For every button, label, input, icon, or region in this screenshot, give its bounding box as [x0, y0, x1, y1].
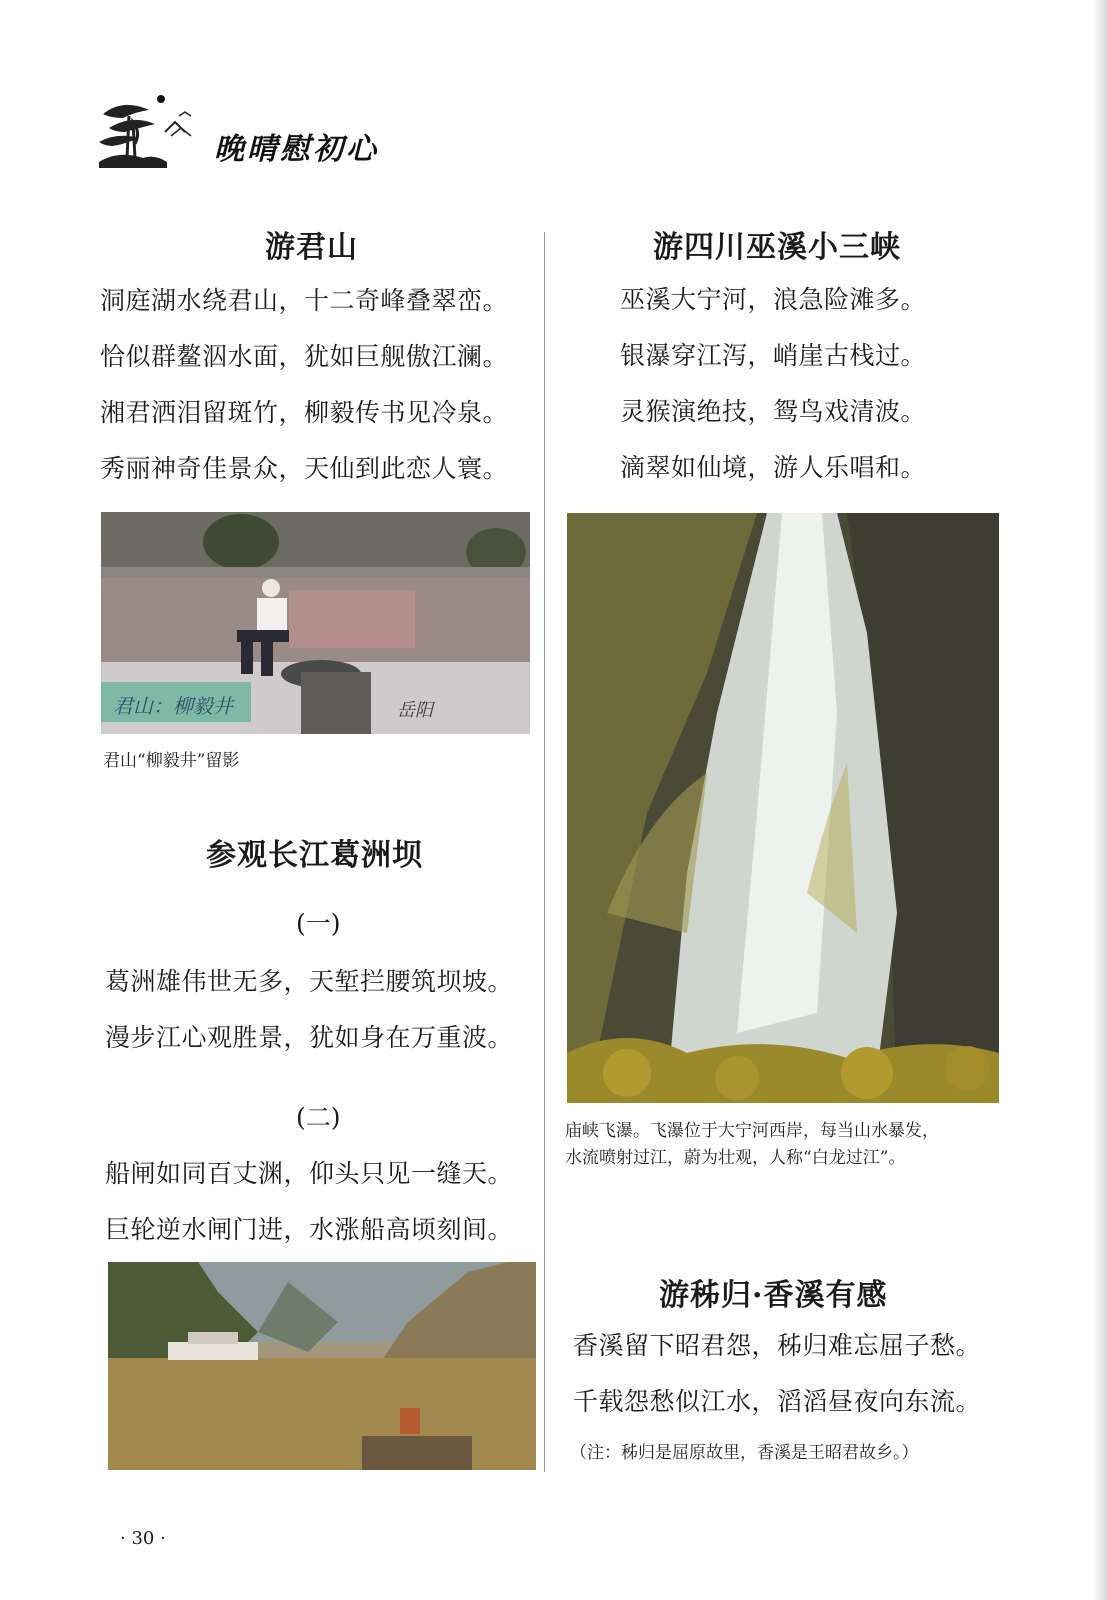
- poem-line: 巫溪大宁河，浪急险滩多。: [620, 285, 927, 314]
- section-label-two: (二): [296, 1103, 341, 1132]
- poem-line: 灵猴演绝技，鸳鸟戏清波。: [620, 397, 927, 426]
- poem-line: 银瀑穿江泻，峭崖古栈过。: [620, 341, 927, 370]
- poem-note-zigui: （注：秭归是屈原故里，香溪是王昭君故乡。）: [570, 1443, 919, 1463]
- poem-line: 船闸如同百丈渊，仰头只见一缝天。: [105, 1159, 514, 1188]
- pine-tree-logo: [95, 92, 207, 172]
- poem-title-gezhouba: 参观长江葛洲坝: [206, 838, 423, 873]
- column-divider: [544, 232, 545, 1472]
- yangtze-river-photo: [108, 1262, 536, 1470]
- poem-title-zigui: 游秭归·香溪有感: [659, 1278, 888, 1313]
- liuyi-well-photo: [101, 512, 530, 734]
- photo-caption-junshan: 君山“柳毅井”留影: [103, 751, 240, 771]
- section-label-one: (一): [296, 909, 341, 938]
- waterfall-caption-line: 庙峡飞瀑。飞瀑位于大宁河西岸，每当山水暴发，: [565, 1121, 939, 1141]
- poem-line: 漫步江心观胜景，犹如身在万重波。: [105, 1023, 514, 1052]
- poem-line: 秀丽神奇佳景众，天仙到此恋人寰。: [100, 454, 509, 483]
- poem-title-junshan: 游君山: [265, 230, 358, 265]
- poem-line: 葛洲雄伟世无多，天堑拦腰筑坝坡。: [105, 967, 514, 996]
- poem-line: 巨轮逆水闸门进，水涨船高顷刻间。: [105, 1215, 514, 1244]
- photo-inscription: 君山：柳毅井: [113, 694, 233, 718]
- poem-line: 洞庭湖水绕君山，十二奇峰叠翠峦。: [100, 286, 509, 315]
- page-edge: [1093, 0, 1107, 1600]
- poem-line: 恰似群鳌泅水面，犹如巨舰傲江澜。: [100, 342, 509, 371]
- poem-line: 湘君洒泪留斑竹，柳毅传书见冷泉。: [100, 398, 509, 427]
- waterfall-photo: [567, 513, 999, 1103]
- poem-line: 滴翠如仙境，游人乐唱和。: [620, 453, 927, 482]
- poem-title-wuxi: 游四川巫溪小三峡: [653, 230, 901, 265]
- poem-line: 香溪留下昭君怨，秭归难忘屈子愁。: [573, 1331, 982, 1360]
- poem-line: 千载怨愁似江水，滔滔昼夜向东流。: [573, 1387, 982, 1416]
- book-title: 晚晴慰初心: [214, 132, 379, 167]
- photo-signature: 岳阳: [397, 700, 433, 721]
- page-number: · 30 ·: [120, 1528, 166, 1549]
- waterfall-caption-line: 水流喷射过江，蔚为壮观，人称“白龙过江”。: [565, 1148, 906, 1168]
